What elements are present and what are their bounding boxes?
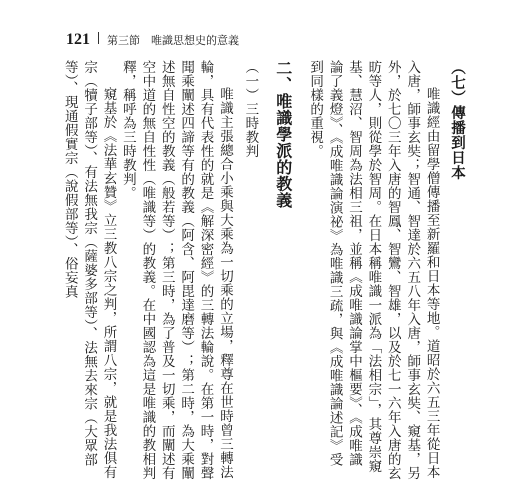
page-number: 121	[66, 31, 90, 48]
subheading-three-periods: （一）三時教判	[242, 60, 259, 158]
section-heading-transmission-japan: （七）傳播到日本	[449, 60, 465, 180]
vertical-text-body	[61, 60, 466, 480]
header-divider	[98, 32, 99, 44]
paragraph-three-turnings: 唯識主張總合小乘與大乘為一切乘的立場，釋尊在世時曾三轉法輪，具有代表性的就是《解深密經》的三轉法輪說。在第一時，對聲聞乘闡述四諦等有的教義（阿含、阿毘達磨等）；第二時，為大乘闡述無自性空的教義（般若等）；第三時，為了普及一切乘，而闡述有空中道的無自性性（唯識等）的教義。在中國認為這是唯識的教相判釋，稱呼為三時教判。	[119, 60, 233, 480]
page-header	[66, 31, 239, 49]
chapter-title: 第三節 唯識思想史的意義	[107, 35, 239, 47]
section-heading-doctrine: 二、唯識學派的教義	[273, 60, 293, 209]
paragraph-kuiji-classification: 窺基於《法華玄贊》立三教八宗之判，所謂八宗，就是我法俱有宗（犢子部等）、有法無我宗（薩婆多部等）、法無去來宗（大眾部等）、現通假實宗（說假部等）、俗妄真	[61, 60, 117, 479]
paragraph-transmission: 唯識經由留學僧傳播至新羅和日本等地。道昭於六五三年從日本入唐，師事玄奘；智通、智達於六五八年入唐，師事玄奘、窺基，另外，於七〇三年入唐的智鳳、智鸞、智雄，以及於七一六年入唐的玄昉等人，則從學於智周。在日本稱唯識一派為「法相宗」，其尊崇窺基、慧沼、智周為法相三祖，並稱《成唯識論掌中樞要》、《成唯識論了義燈》、《成唯識論演祕》為唯識三疏，與《成唯識論述記》受到同樣的重視。	[307, 60, 440, 480]
